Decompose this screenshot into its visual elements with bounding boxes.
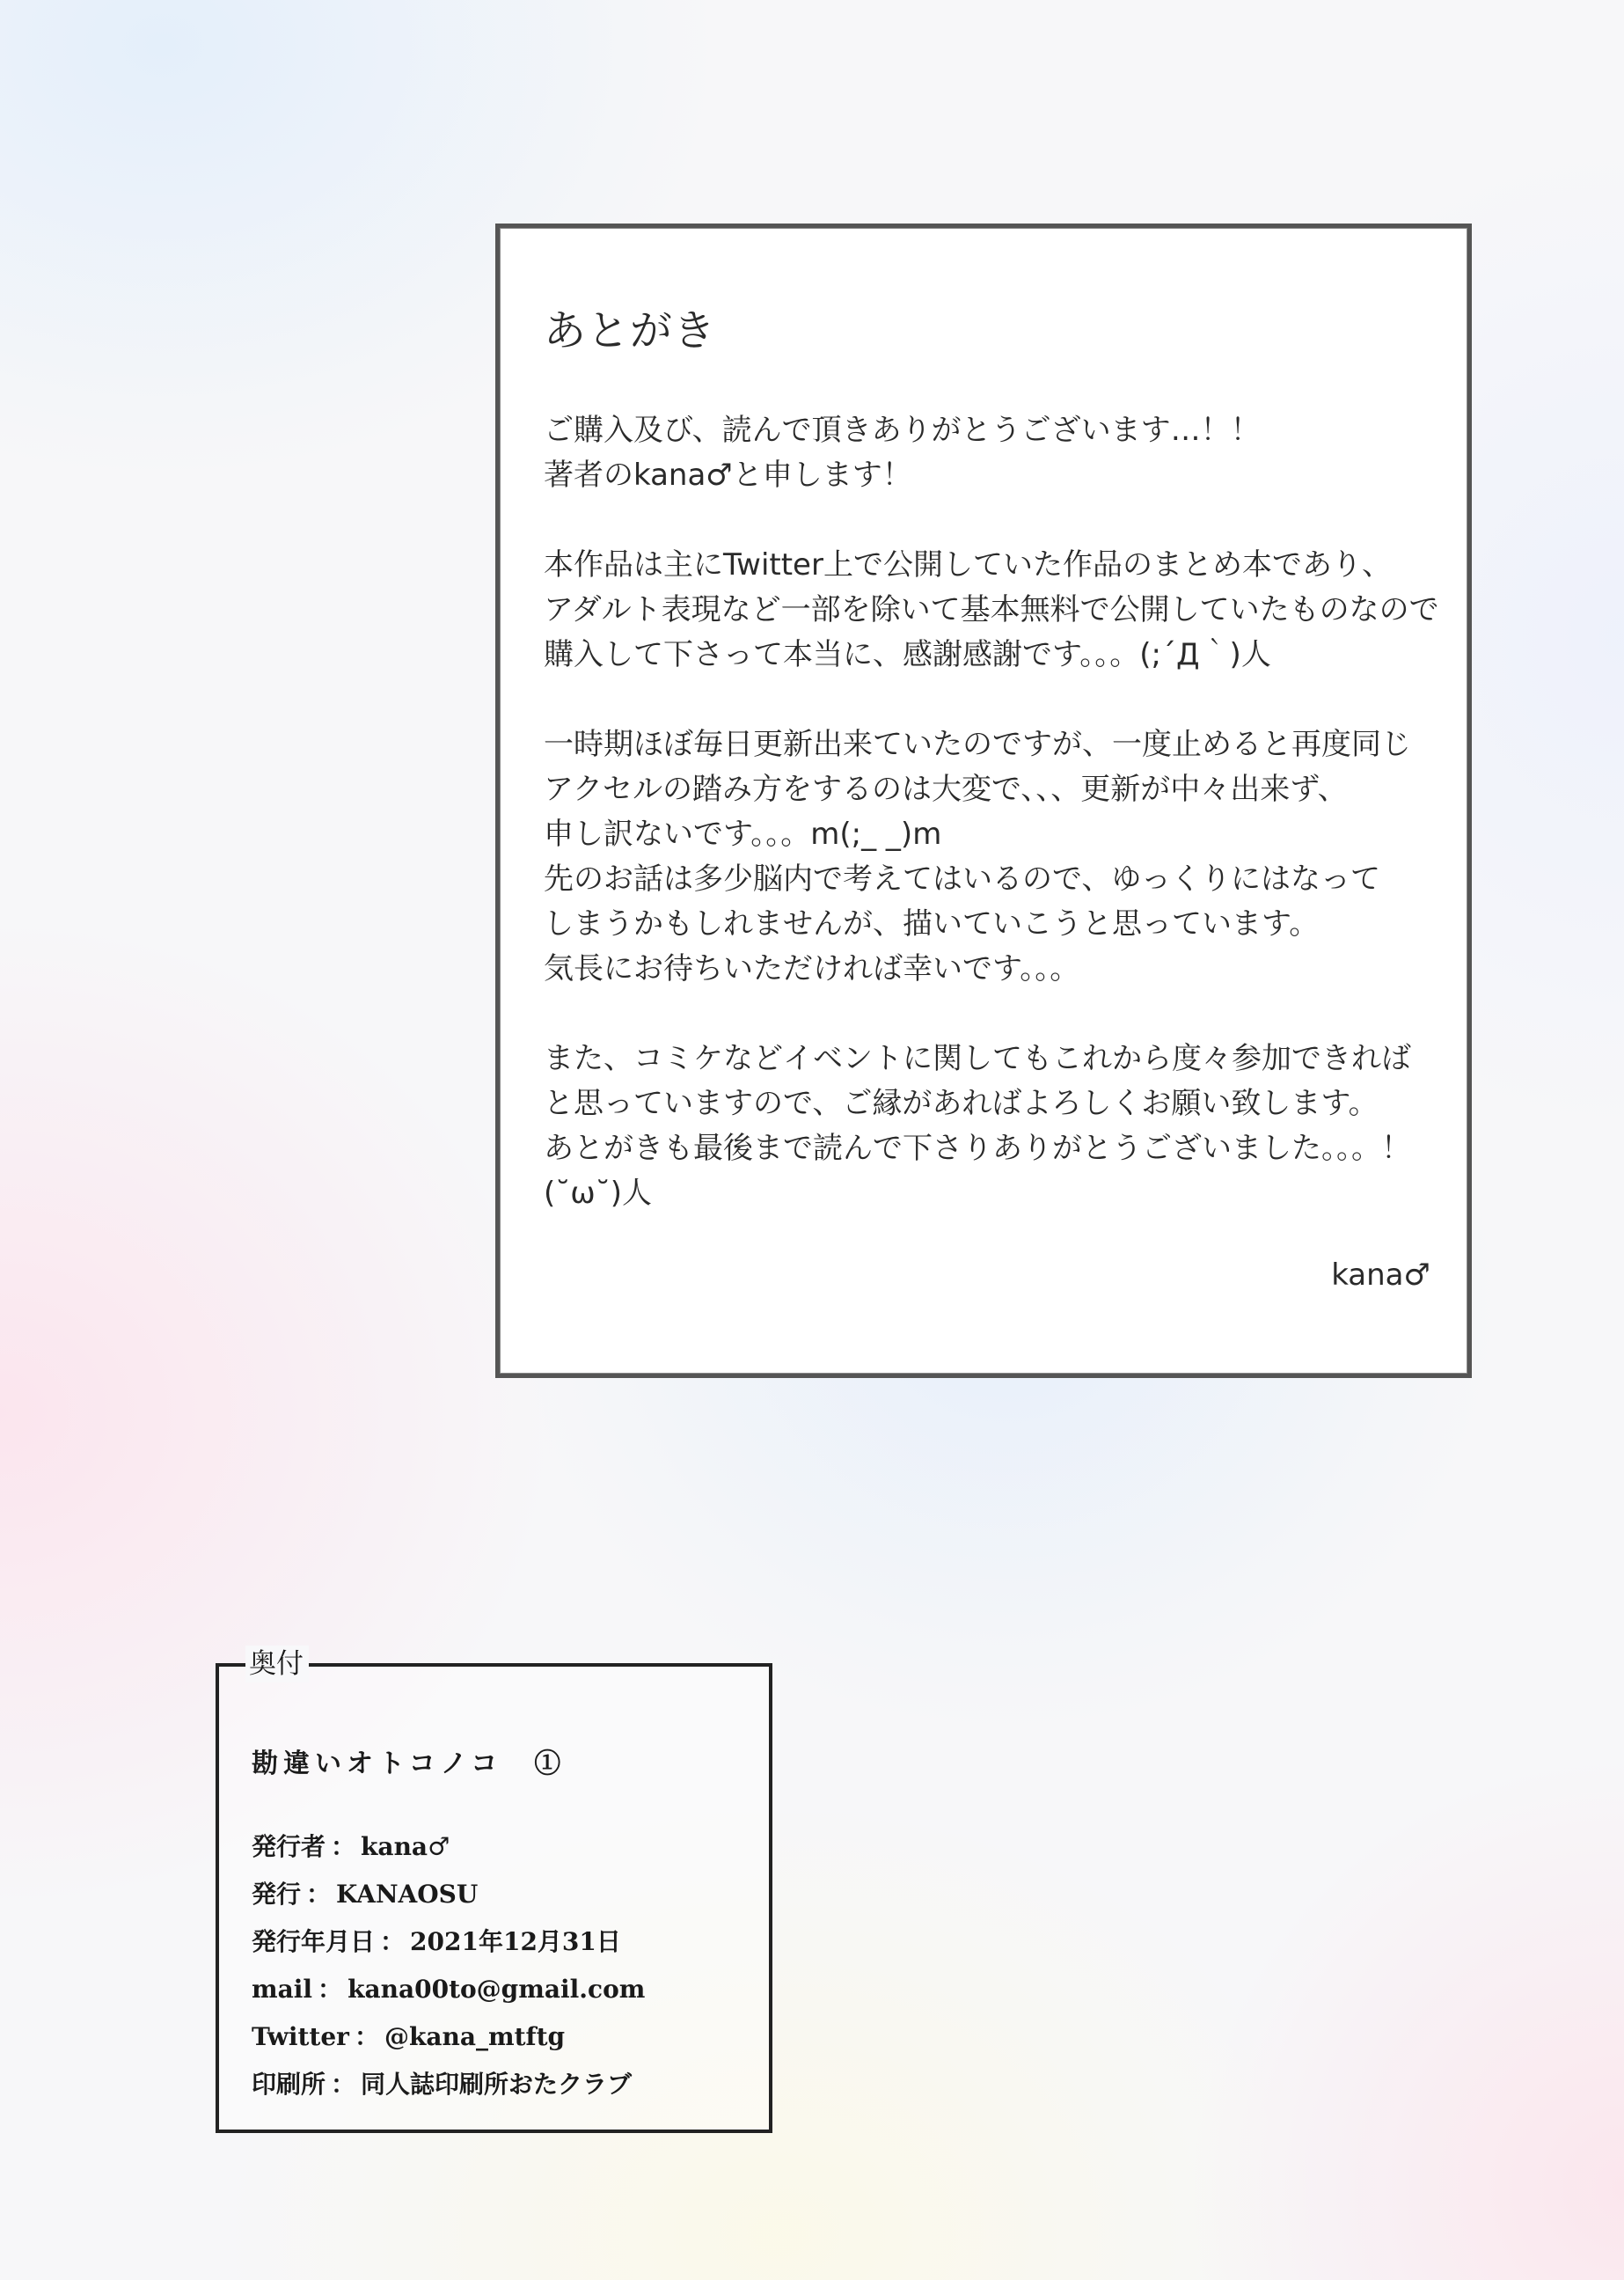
colophon-box bbox=[216, 1648, 772, 2133]
colophon-row-key: 発行者 bbox=[252, 1832, 326, 1861]
colophon-row-key: 印刷所 bbox=[252, 2070, 326, 2099]
afterword-line: しまうかもしれませんが、描いていこうと思っています。 bbox=[544, 906, 1320, 942]
colophon-row-key: Twitter bbox=[252, 2022, 349, 2051]
afterword-line: あとがきも最後まで読んで下さりありがとうございました。。。！ bbox=[544, 1131, 1411, 1166]
colophon-row-key: 発行年月日 bbox=[252, 1927, 376, 1956]
afterword-line: 著者のkana♂と申します！ bbox=[544, 458, 912, 493]
colophon-row-value: kana00to@gmail.com bbox=[347, 1975, 646, 2004]
colophon-row-separator: ： bbox=[306, 1880, 332, 1909]
colophon-row-circle bbox=[252, 1871, 645, 1918]
colophon-row-publisher bbox=[252, 1823, 645, 1871]
afterword-line: と思っていますので、ご縁があればよろしくお願い致します。 bbox=[544, 1086, 1379, 1121]
colophon-row-date bbox=[252, 1918, 645, 1966]
afterword-line: 本作品は主にTwitter上で公開していた作品のまとめ本であり、 bbox=[544, 547, 1392, 583]
colophon-row-separator: ： bbox=[380, 1927, 406, 1956]
colophon-row-printer bbox=[252, 2061, 645, 2108]
afterword-line: ご購入及び、読んで頂きありがとうございます…！！ bbox=[544, 413, 1261, 448]
colophon-row-value: @kana_mtftg bbox=[384, 2022, 566, 2051]
colophon-row-separator: ： bbox=[318, 1975, 343, 2004]
colophon-row-twitter bbox=[252, 2013, 645, 2061]
afterword-body bbox=[544, 408, 1450, 1261]
afterword-paragraph bbox=[544, 543, 1450, 678]
colophon-row-separator: ： bbox=[331, 1832, 356, 1861]
colophon-row-value: 同人誌印刷所おたクラブ bbox=[361, 2070, 633, 2099]
colophon-row-separator: ： bbox=[354, 2022, 379, 2051]
colophon-details bbox=[252, 1823, 645, 2108]
afterword-line: 先のお話は多少脳内で考えてはいるので、ゆっくりにはなって bbox=[544, 861, 1380, 897]
afterword-line: 気長にお待ちいただければ幸いです。。。 bbox=[544, 951, 1080, 986]
afterword-paragraph bbox=[544, 408, 1450, 498]
colophon-row-key: 発行 bbox=[252, 1880, 302, 1909]
colophon-label: 奥付 bbox=[245, 1646, 309, 1683]
afterword-line: アダルト表現など一部を除いて基本無料で公開していたものなので bbox=[544, 592, 1439, 627]
colophon-row-separator: ： bbox=[331, 2070, 356, 2099]
colophon-row-key: mail bbox=[252, 1975, 313, 2004]
colophon-row-value: kana♂ bbox=[361, 1832, 450, 1861]
afterword-paragraph bbox=[544, 1037, 1450, 1216]
afterword-box bbox=[495, 224, 1472, 1378]
afterword-title: あとがき bbox=[544, 306, 717, 356]
afterword-signature: kana♂ bbox=[1331, 1257, 1430, 1293]
afterword-line: 申し訳ないです。。。m(;_ _)m bbox=[544, 817, 942, 852]
afterword-paragraph bbox=[544, 722, 1450, 992]
afterword-line: 一時期ほぼ毎日更新出来ていたのですが、一度止めると再度同じ bbox=[544, 727, 1411, 762]
afterword-line: アクセルの踏み方をするのは大変で、、、更新が中々出来ず、 bbox=[544, 772, 1348, 807]
colophon-row-value: KANAOSU bbox=[336, 1880, 479, 1909]
afterword-line: (˘ω˘)人 bbox=[544, 1176, 653, 1211]
afterword-line: また、コミケなどイベントに関してもこれから度々参加できれば bbox=[544, 1041, 1411, 1076]
colophon-title: 勘違いオトコノコ ① bbox=[252, 1748, 567, 1779]
colophon-row-value: 2021年12月31日 bbox=[410, 1927, 621, 1956]
afterword-line: 購入して下さって本当に、感謝感謝です。。。(;´Д｀)人 bbox=[544, 637, 1271, 672]
colophon-row-mail bbox=[252, 1966, 645, 2013]
